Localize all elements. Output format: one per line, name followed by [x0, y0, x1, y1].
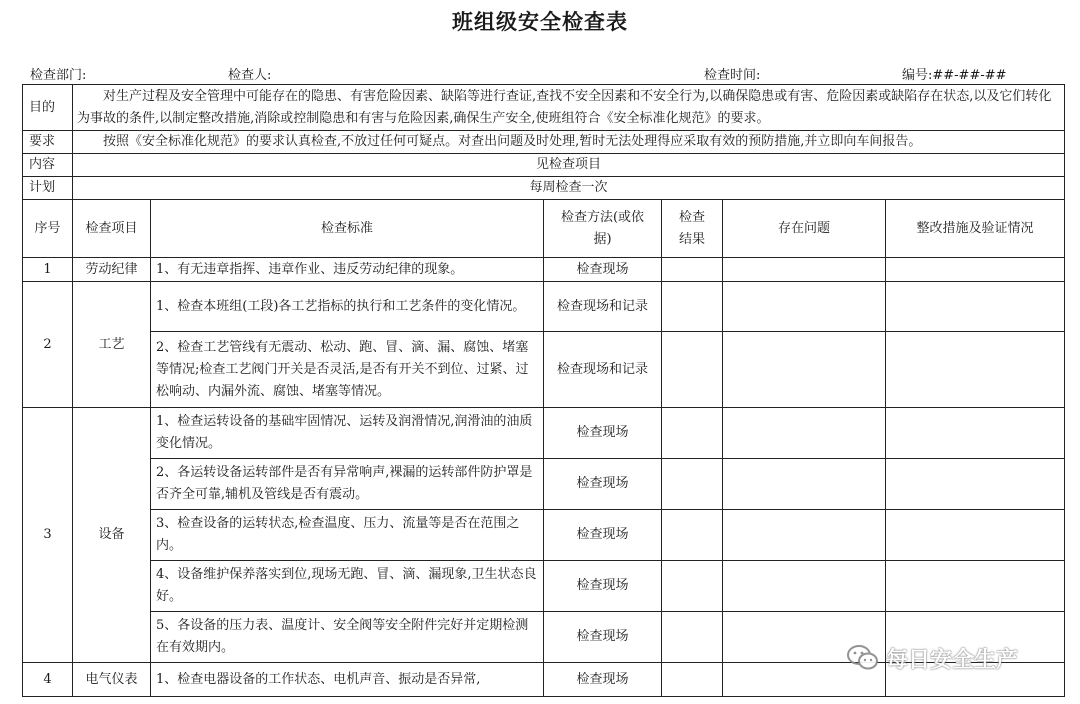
- rectify-cell[interactable]: [886, 258, 1065, 282]
- table-row: [23, 510, 1065, 561]
- check-method: 检查现场: [544, 510, 662, 561]
- requirement-label: 要求: [23, 131, 73, 154]
- header-result: 检查结果: [662, 200, 723, 258]
- plan-text: 每周检查一次: [73, 177, 1065, 200]
- serial-number-label: 编号:##-##-##: [902, 68, 1007, 83]
- check-method: 检查现场: [544, 561, 662, 612]
- header-issues: 存在问题: [723, 200, 886, 258]
- rectify-cell[interactable]: [886, 408, 1065, 459]
- check-method: 检查现场: [544, 459, 662, 510]
- plan-label: 计划: [23, 177, 73, 200]
- requirement-text: 按照《安全标准化规范》的要求认真检查,不放过任何可疑点。对查出问题及时处理,暂时无法处理得应采取有效的预防措施,并立即向车间报告。: [73, 131, 1065, 154]
- content-text: 见检查项目: [73, 154, 1065, 177]
- result-cell[interactable]: [662, 408, 723, 459]
- header-seq: 序号: [23, 200, 73, 258]
- result-cell[interactable]: [662, 258, 723, 282]
- check-standard: 1、检查本班组(工段)各工艺指标的执行和工艺条件的变化情况。: [151, 282, 544, 332]
- check-standard: 5、各设备的压力表、温度计、安全阀等安全附件完好并定期检测在有效期内。: [151, 612, 544, 663]
- purpose-text: 对生产过程及安全管理中可能存在的隐患、有害危险因素、缺陷等进行查证,查找不安全因素和不安全行为,以确保隐患或有害、危险因素或缺陷存在状态,以及它们转化为事故的条件,以制定整改措施,消除或控制隐患和有害与危险因素,确保生产安全,使班组符合《安全标准化规范》的要求。: [73, 85, 1065, 131]
- plan-row: [23, 177, 1065, 200]
- watermark-text: 每日安全生产: [886, 647, 1019, 673]
- requirement-row: [23, 131, 1065, 154]
- issues-cell[interactable]: [723, 258, 886, 282]
- group-seq: 2: [23, 282, 73, 408]
- wechat-icon: [846, 643, 880, 673]
- issues-cell[interactable]: [723, 408, 886, 459]
- table-row: [23, 561, 1065, 612]
- column-header-row: [23, 200, 1065, 258]
- result-cell[interactable]: [662, 612, 723, 663]
- content-row: [23, 154, 1065, 177]
- group-seq: 1: [23, 258, 73, 282]
- check-method: 检查现场和记录: [544, 332, 662, 408]
- page-title: 班组级安全检查表: [452, 10, 628, 34]
- group-seq: 3: [23, 408, 73, 663]
- group-item: 劳动纪律: [73, 258, 151, 282]
- rectify-cell[interactable]: [886, 282, 1065, 332]
- group-item: 设备: [73, 408, 151, 663]
- result-cell[interactable]: [662, 332, 723, 408]
- inspection-time-label: 检查时间:: [704, 68, 761, 83]
- check-standard: 1、检查运转设备的基础牢固情况、运转及润滑情况,润滑油的油质变化情况。: [151, 408, 544, 459]
- issues-cell[interactable]: [723, 561, 886, 612]
- purpose-row: [23, 85, 1065, 131]
- table-row: [23, 332, 1065, 408]
- rectify-cell[interactable]: [886, 510, 1065, 561]
- table-row: [23, 282, 1065, 332]
- result-cell[interactable]: [662, 282, 723, 332]
- result-cell[interactable]: [662, 561, 723, 612]
- check-method: 检查现场: [544, 408, 662, 459]
- check-method: 检查现场: [544, 663, 662, 697]
- header-standard: 检查标准: [151, 200, 544, 258]
- header-item: 检查项目: [73, 200, 151, 258]
- check-standard: 4、设备维护保养落实到位,现场无跑、冒、滴、漏现象,卫生状态良好。: [151, 561, 544, 612]
- group-item: 工艺: [73, 282, 151, 408]
- result-cell[interactable]: [662, 663, 723, 697]
- rectify-cell[interactable]: [886, 561, 1065, 612]
- check-standard: 1、有无违章指挥、违章作业、违反劳动纪律的现象。: [151, 258, 544, 282]
- check-method: 检查现场和记录: [544, 282, 662, 332]
- table-row: [23, 459, 1065, 510]
- content-label: 内容: [23, 154, 73, 177]
- group-item: 电气仪表: [73, 663, 151, 697]
- check-method: 检查现场: [544, 258, 662, 282]
- checklist-table: [22, 84, 1065, 697]
- purpose-label: 目的: [23, 85, 73, 131]
- check-method: 检查现场: [544, 612, 662, 663]
- rectify-cell[interactable]: [886, 459, 1065, 510]
- rectify-cell[interactable]: [886, 332, 1065, 408]
- watermark: [846, 640, 1018, 676]
- inspector-label: 检查人:: [228, 68, 272, 83]
- issues-cell[interactable]: [723, 332, 886, 408]
- header-method: 检查方法(或依据): [544, 200, 662, 258]
- table-row: [23, 258, 1065, 282]
- header-rectify: 整改措施及验证情况: [886, 200, 1065, 258]
- check-standard: 3、检查设备的运转状态,检查温度、压力、流量等是否在范围之内。: [151, 510, 544, 561]
- table-row: [23, 408, 1065, 459]
- result-cell[interactable]: [662, 510, 723, 561]
- result-cell[interactable]: [662, 459, 723, 510]
- department-label: 检查部门:: [30, 68, 87, 83]
- group-seq: 4: [23, 663, 73, 697]
- check-standard: 1、检查电器设备的工作状态、电机声音、振动是否异常,: [151, 663, 544, 697]
- issues-cell[interactable]: [723, 282, 886, 332]
- check-standard: 2、检查工艺管线有无震动、松动、跑、冒、滴、漏、腐蚀、堵塞等情况;检查工艺阀门开关是否灵活,是否有开关不到位、过紧、过松响动、内漏外流、腐蚀、堵塞等情况。: [151, 332, 544, 408]
- issues-cell[interactable]: [723, 510, 886, 561]
- issues-cell[interactable]: [723, 459, 886, 510]
- check-standard: 2、各运转设备运转部件是否有异常响声,裸漏的运转部件防护罩是否齐全可靠,辅机及管线是否有震动。: [151, 459, 544, 510]
